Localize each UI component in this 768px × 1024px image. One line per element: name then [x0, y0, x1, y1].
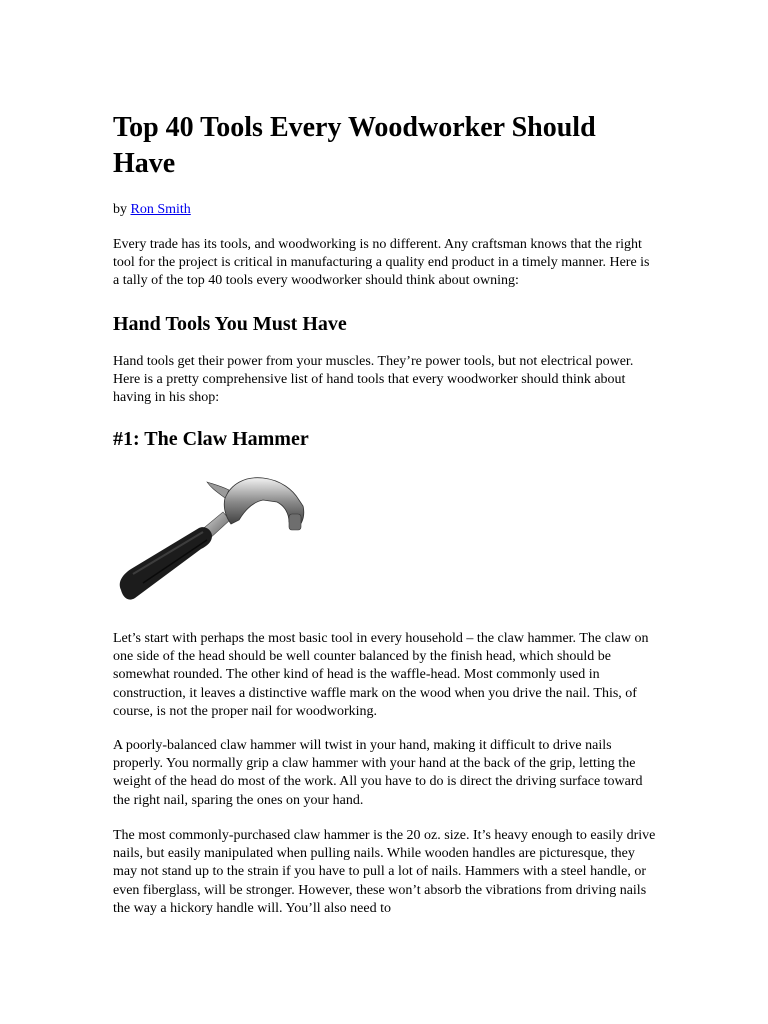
hammer-grip	[120, 527, 212, 599]
author-link[interactable]: Ron Smith	[130, 202, 191, 217]
section-heading: Hand Tools You Must Have	[113, 313, 347, 335]
section-intro-paragraph: Hand tools get their power from your muscles. They’re power tools, but not electrical power. Here is a pretty comprehensive list of hand tools that every woodworker should think about having in his shop:	[113, 354, 634, 406]
claw-hammer-image	[113, 470, 308, 610]
body-paragraph-2: A poorly-balanced claw hammer will twist in your hand, making it difficult to drive nails properly. You normally grip a claw hammer with your hand at the back of the grip, letting the weight of the head do most of the work. All you have to do is direct the driving surface toward the right nail, sparing the ones on your hand.	[113, 738, 643, 808]
page-bottom-edge	[0, 1000, 768, 1024]
byline	[113, 201, 191, 219]
article-title: Top 40 Tools Every Woodworker Should Have	[113, 112, 596, 179]
item-heading: #1: The Claw Hammer	[113, 428, 309, 450]
byline-prefix: by	[113, 202, 127, 217]
body-paragraph-1: Let’s start with perhaps the most basic tool in every household – the claw hammer. The claw on one side of the head should be well counter balanced by the finish head, which should be somewhat rounded. The other kind of head is the waffle-head. Most commonly used in construction, it leaves a distinctive waffle mark on the wood when you drive the nail. This, of course, is not the proper nail for woodworking.	[113, 631, 649, 719]
intro-paragraph: Every trade has its tools, and woodworking is no different. Any craftsman knows that the right tool for the project is critical in manufacturing a quality end product in a timely manner. Here is a tally of the top 40 tools every woodworker should think about owning:	[113, 237, 650, 289]
body-paragraph-3: The most commonly-purchased claw hammer is the 20 oz. size. It’s heavy enough to easily drive nails, but easily manipulated when pulling nails. While wooden handles are picturesque, they may not stand up to the strain if you have to pull a lot of nails. Hammers with a steel handle, or even fiberglass, will be stronger. However, these won’t absorb the vibrations from driving nails the way a hickory handle will. You’ll also need to	[113, 828, 656, 916]
